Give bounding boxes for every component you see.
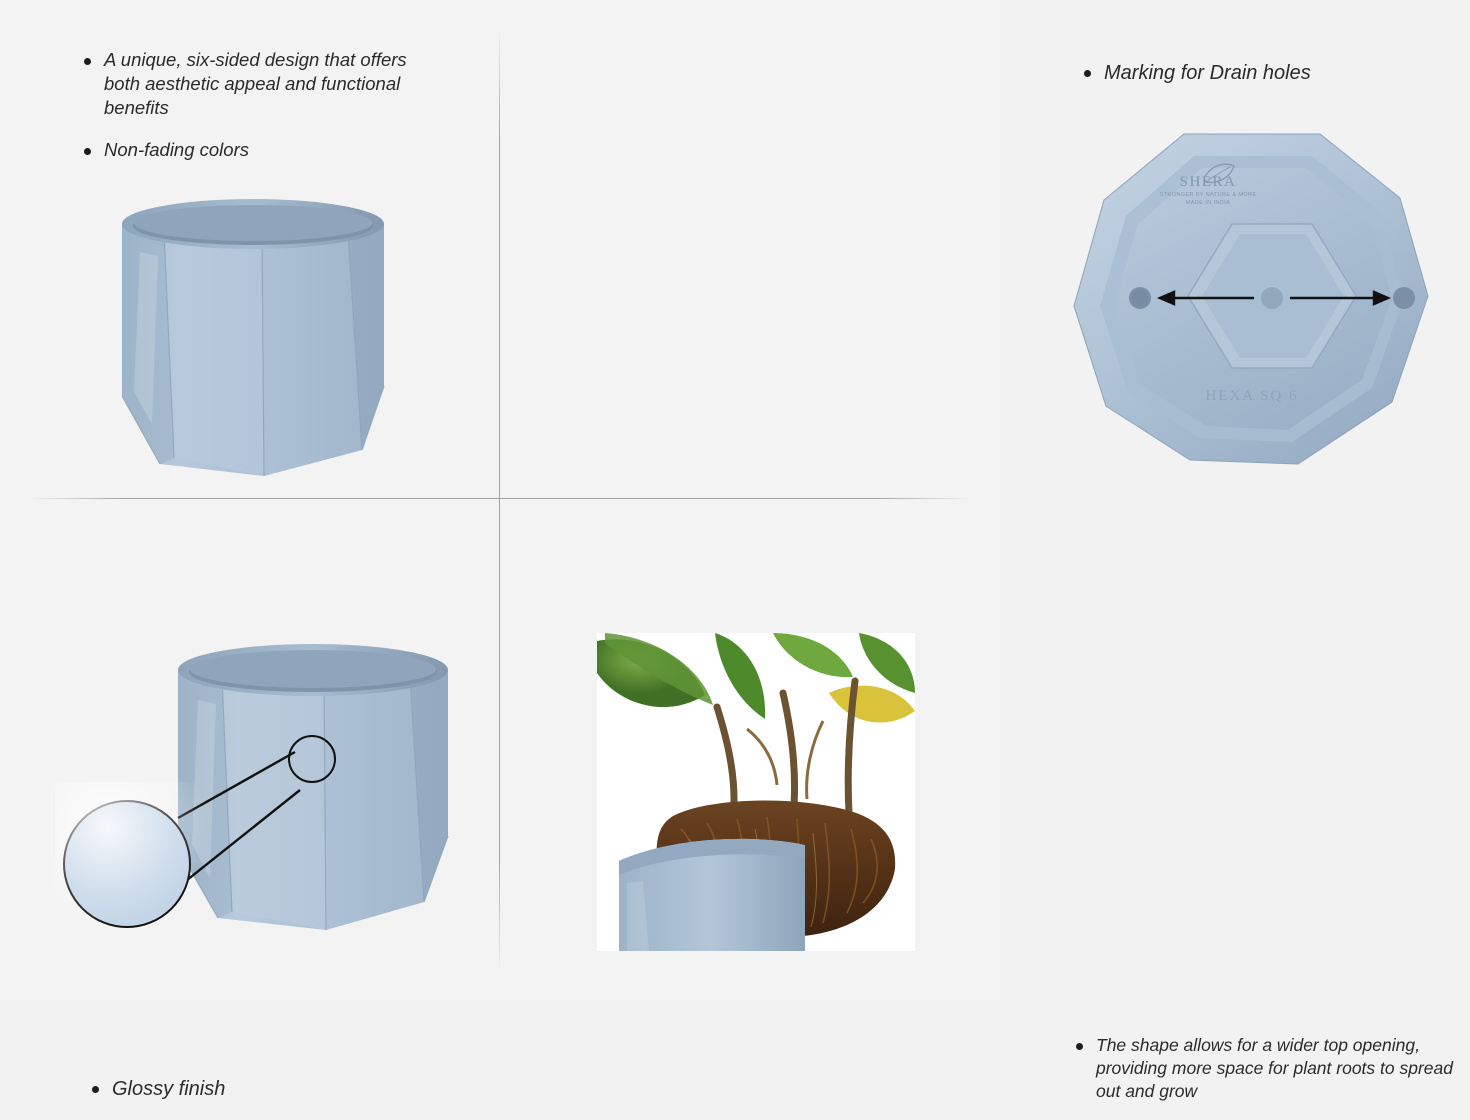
list-item: Non-fading colors xyxy=(78,138,428,162)
feature-list-finish xyxy=(86,1076,426,1120)
feature-list-opening xyxy=(1070,1034,1470,1120)
list-item: Glossy finish xyxy=(86,1076,426,1102)
zoom-source-marker xyxy=(288,735,336,783)
gloss-highlight xyxy=(55,782,205,932)
model-label: HEXA SQ 6 xyxy=(1205,388,1299,404)
brand-name: SHERA xyxy=(1179,174,1237,190)
planter-pot-bottom-illustration xyxy=(1062,120,1442,495)
gloss-zoom-detail xyxy=(63,800,191,928)
plant-rootball-photo xyxy=(597,633,915,951)
list-item: A unique, six-sided design that offers both aesthetic appeal and functional benefits xyxy=(78,48,428,120)
brand-origin: MADE IN INDIA xyxy=(1185,200,1231,207)
brand-tagline: STRONGER BY NATURE & MORE xyxy=(1159,192,1257,198)
brand-lockup xyxy=(1148,174,1268,208)
list-item: The shape allows for a wider top opening, providing more space for plant roots to spread out and grow xyxy=(1070,1034,1470,1102)
feature-list-drain xyxy=(1078,60,1458,104)
list-item: Marking for Drain holes xyxy=(1078,60,1458,86)
